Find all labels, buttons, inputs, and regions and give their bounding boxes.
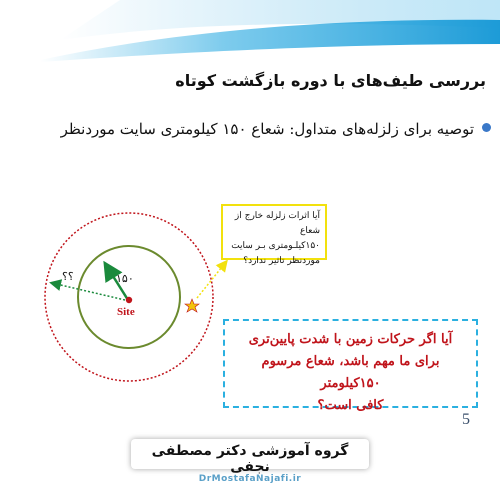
bullet-text: توصیه برای زلزله‌های متداول: شعاع ۱۵۰ کیلومتری سایت موردنظر: [60, 120, 474, 138]
site-marker: [126, 297, 132, 303]
slide-title: بررسی طیف‌های با دوره بازگشت کوتاه: [175, 71, 486, 90]
unknown-radius-label: ؟؟: [62, 270, 74, 283]
page-number: 5: [462, 411, 470, 428]
yellow-callout-line: ۱۵۰کیلـومتری بـر سایت: [231, 241, 320, 251]
radius-label: ۱۵۰: [116, 272, 134, 285]
blue-callout-line: برای ما مهم باشد، شعاع مرسوم ۱۵۰کیلومتر: [261, 354, 440, 391]
site-label: Site: [117, 306, 135, 318]
blue-callout-line: کافی است؟: [317, 398, 384, 413]
blue-callout-box: [223, 319, 478, 413]
outer-arrow: [52, 283, 125, 300]
footer-title: گروه آموزشی دکتر مصطفی نجفی: [151, 443, 349, 475]
star-icon: [185, 299, 199, 312]
yellow-callout-line: آیا اثرات زلزله خارج از شعاع: [234, 211, 320, 236]
blue-callout-line: آیا اگر حرکات زمین با شدت پایین‌تری: [248, 332, 453, 347]
yellow-callout-box: [221, 204, 327, 266]
footer-url[interactable]: DrMostafaNajafi.ir: [198, 474, 302, 484]
yellow-callout-line: موردنظر تاثیر ندارد؟: [243, 256, 320, 266]
